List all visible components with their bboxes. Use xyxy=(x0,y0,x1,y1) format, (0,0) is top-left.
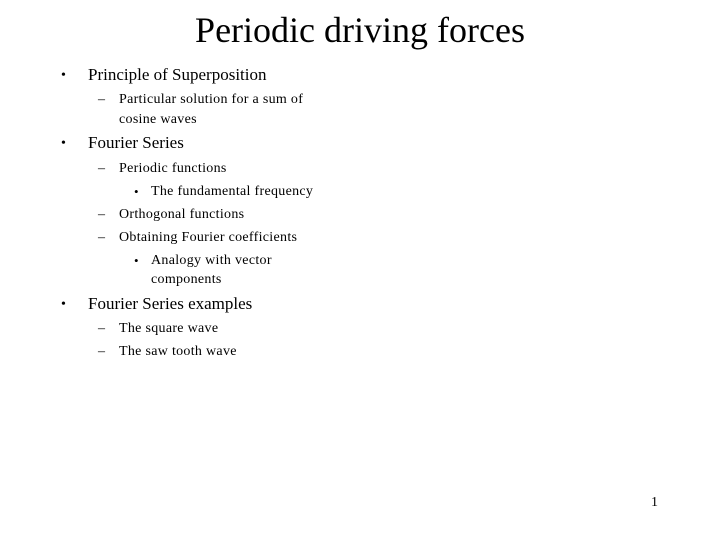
sub-bullet-periodic-functions xyxy=(98,159,227,178)
sub-bullet-obtaining-fourier-coefficients xyxy=(98,228,298,247)
sub-bullet-text: Periodic functions xyxy=(119,161,227,176)
sub-bullet-continuation xyxy=(119,110,197,129)
sub-bullet-square-wave xyxy=(98,319,219,338)
sub-sub-bullet-continuation xyxy=(151,270,222,289)
dash-marker: – xyxy=(98,321,106,336)
page-number: 1 xyxy=(651,495,658,510)
bullet-marker: • xyxy=(61,68,66,83)
bullet-fourier-series xyxy=(61,133,184,153)
bullet-marker: • xyxy=(134,184,139,199)
bullet-principle-of-superposition xyxy=(61,65,267,85)
sub-sub-bullet-fundamental-frequency xyxy=(134,182,314,201)
sub-sub-bullet-continuation-text: components xyxy=(151,272,222,287)
bullet-text: Fourier Series examples xyxy=(88,294,253,313)
sub-bullet-text: The square wave xyxy=(119,321,219,336)
dash-marker: – xyxy=(98,344,106,359)
sub-bullet-text: The saw tooth wave xyxy=(119,344,237,359)
sub-bullet-text: Orthogonal functions xyxy=(119,207,245,222)
dash-marker: – xyxy=(98,92,106,107)
sub-sub-bullet-text: The fundamental frequency xyxy=(151,184,314,199)
dash-marker: – xyxy=(98,161,106,176)
sub-bullet-text: Particular solution for a sum of xyxy=(119,92,304,107)
sub-bullet-orthogonal-functions xyxy=(98,205,245,224)
sub-bullet-continuation-text: cosine waves xyxy=(119,112,197,127)
sub-bullet-saw-tooth-wave xyxy=(98,342,237,361)
sub-bullet-particular-solution xyxy=(98,90,304,109)
sub-sub-bullet-text: Analogy with vector xyxy=(151,253,272,268)
bullet-text: Fourier Series xyxy=(88,133,184,152)
bullet-marker: • xyxy=(61,297,66,312)
sub-bullet-text: Obtaining Fourier coefficients xyxy=(119,230,298,245)
sub-sub-bullet-analogy-with-vector xyxy=(134,251,272,270)
bullet-marker: • xyxy=(134,253,139,268)
bullet-fourier-series-examples xyxy=(61,294,253,314)
bullet-text: Principle of Superposition xyxy=(88,65,267,84)
dash-marker: – xyxy=(98,207,106,222)
dash-marker: – xyxy=(98,230,106,245)
slide-title: Periodic driving forces xyxy=(195,10,525,50)
bullet-marker: • xyxy=(61,136,66,151)
